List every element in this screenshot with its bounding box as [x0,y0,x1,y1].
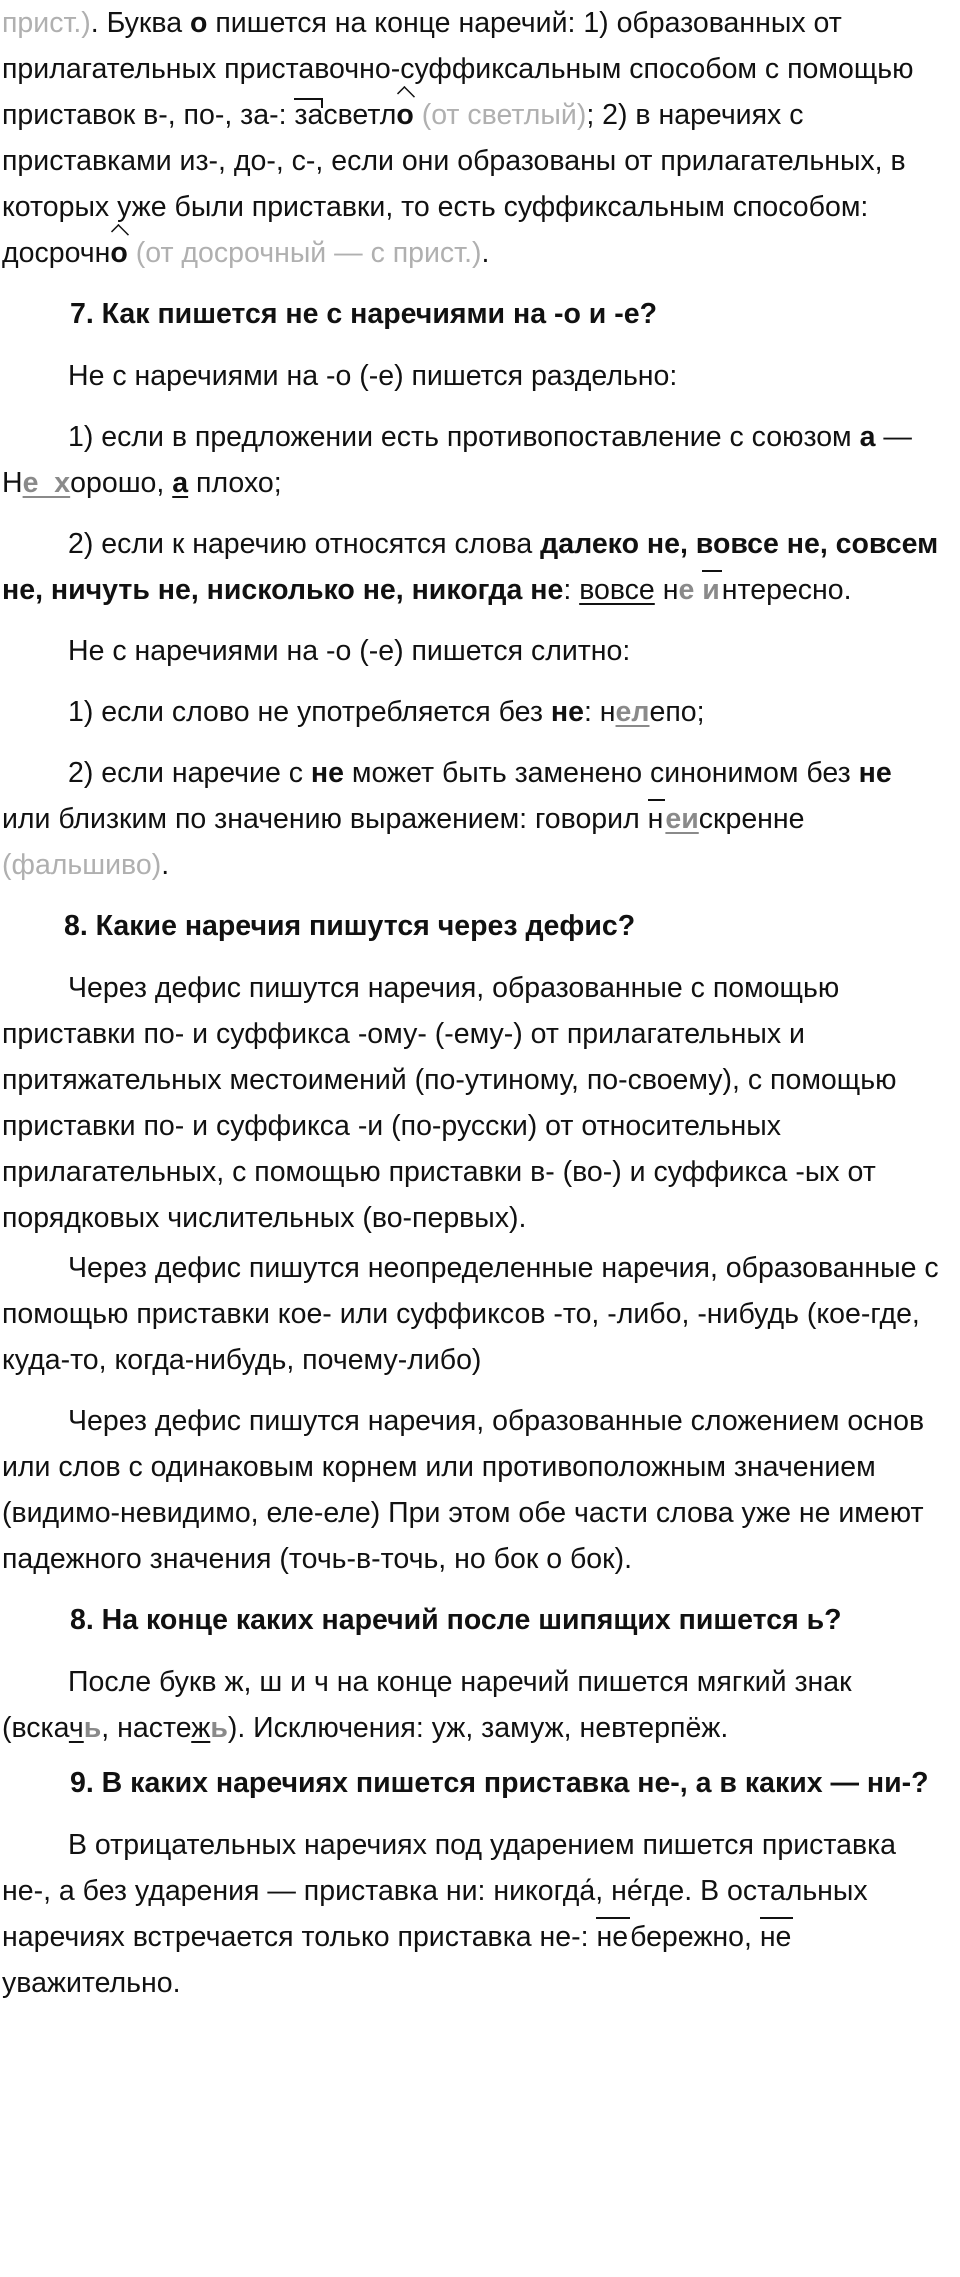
prefix-mark: не [760,1917,794,1955]
text: . [481,237,490,269]
example-root: досрочн [2,237,111,269]
rule-paragraph: Через дефис пишутся наречия, образованные с помощью приставки по- и суффикса -ому- (-ему-) от прилагательных и притяжательных местоимений (по-утиному, по-своему), с помощью приставки по- и суффикса -и (по-русски) от относительных прилагательных, с помощью приставки в- (во-) и суффикса -ых от порядковых числительных (во-первых). [2,972,897,1234]
note-text: (от досрочный — с прист.) [127,237,482,269]
bold-letter: о [190,7,208,39]
prefix-mark: за [294,92,323,138]
rule-paragraph: Не с наречиями на -о (-е) пишется слитно: [68,635,631,667]
rule-paragraph: 1) если слово не употребляется без не: нелепо; [68,696,705,728]
intro-paragraph [2,0,942,276]
example-root: светл [323,99,397,131]
suffix-mark: о [396,92,413,138]
text: ; 2) в наречиях с приставками из-, до-, с-, если они образованы от прилагательных, в которых уже были приставки, то есть суффиксальным способом: [2,99,906,223]
section-heading: 7. Как пишется не с наречиями на -о и -е? [70,298,657,330]
text: пишется на конце наречий: 1) образованных от прилагательных приставочно-суффиксальным способом с помощью приставок в-, по-, за-: [2,7,914,131]
section-heading: 8. Какие наречия пишутся через дефис? [64,910,636,942]
rule-paragraph: Через дефис пишутся неопределенные наречия, образованные с помощью приставки кое- или суффиксов -то, -либо, -нибудь (кое-где, куда-то, когда-нибудь, почему-либо) [2,1252,939,1376]
rule-paragraph: 2) если наречие с не может быть заменено синонимом без не или близким по значению выражением: говорил неискренне (фальшиво). [2,757,892,881]
underlined-word: вовсе [579,574,655,606]
suffix-mark: о [110,230,127,276]
prefix-mark: не [596,1917,630,1955]
rule-paragraph: 2) если к наречию относятся слова далеко не, вовсе не, совсем не, ничуть не, нисколько не, никогда не: вовсе не интересно. [2,528,939,606]
text: . Буква [90,7,190,39]
note-text: (от светлый) [413,99,587,131]
section-heading: 8. На конце каких наречий после шипящих пишется ь? [70,1604,842,1636]
rule-paragraph: Через дефис пишутся наречия, образованные сложением основ или слов с одинаковым корнем или противоположным значением (видимо-невидимо, еле-еле) При этом обе части слова уже не имеют падежного значения (точь-в-точь, но бок о бок). [2,1405,925,1575]
rule-paragraph: Не с наречиями на -о (-е) пишется раздельно: [68,360,678,392]
rule-paragraph: В отрицательных наречиях под ударением пишется приставка не-, а без ударения — приставка ни: никогда́, не́где. В остальных наречиях встречается только приставка не-: небережно, неуважительно. [2,1829,897,1999]
section-heading: 9. В каких наречиях пишется приставка не-, а в каких — ни-? [70,1767,929,1799]
rule-paragraph: После букв ж, ш и ч на конце наречий пишется мягкий знак (вскачь, настежь). Исключения: уж, замуж, невтерпёж. [2,1666,852,1744]
highlight-letters: е х [22,467,71,499]
note-text: прист.) [2,7,91,39]
rule-paragraph: 1) если в предложении есть противопоставление с союзом а — Не хорошо, а плохо; [2,421,912,499]
